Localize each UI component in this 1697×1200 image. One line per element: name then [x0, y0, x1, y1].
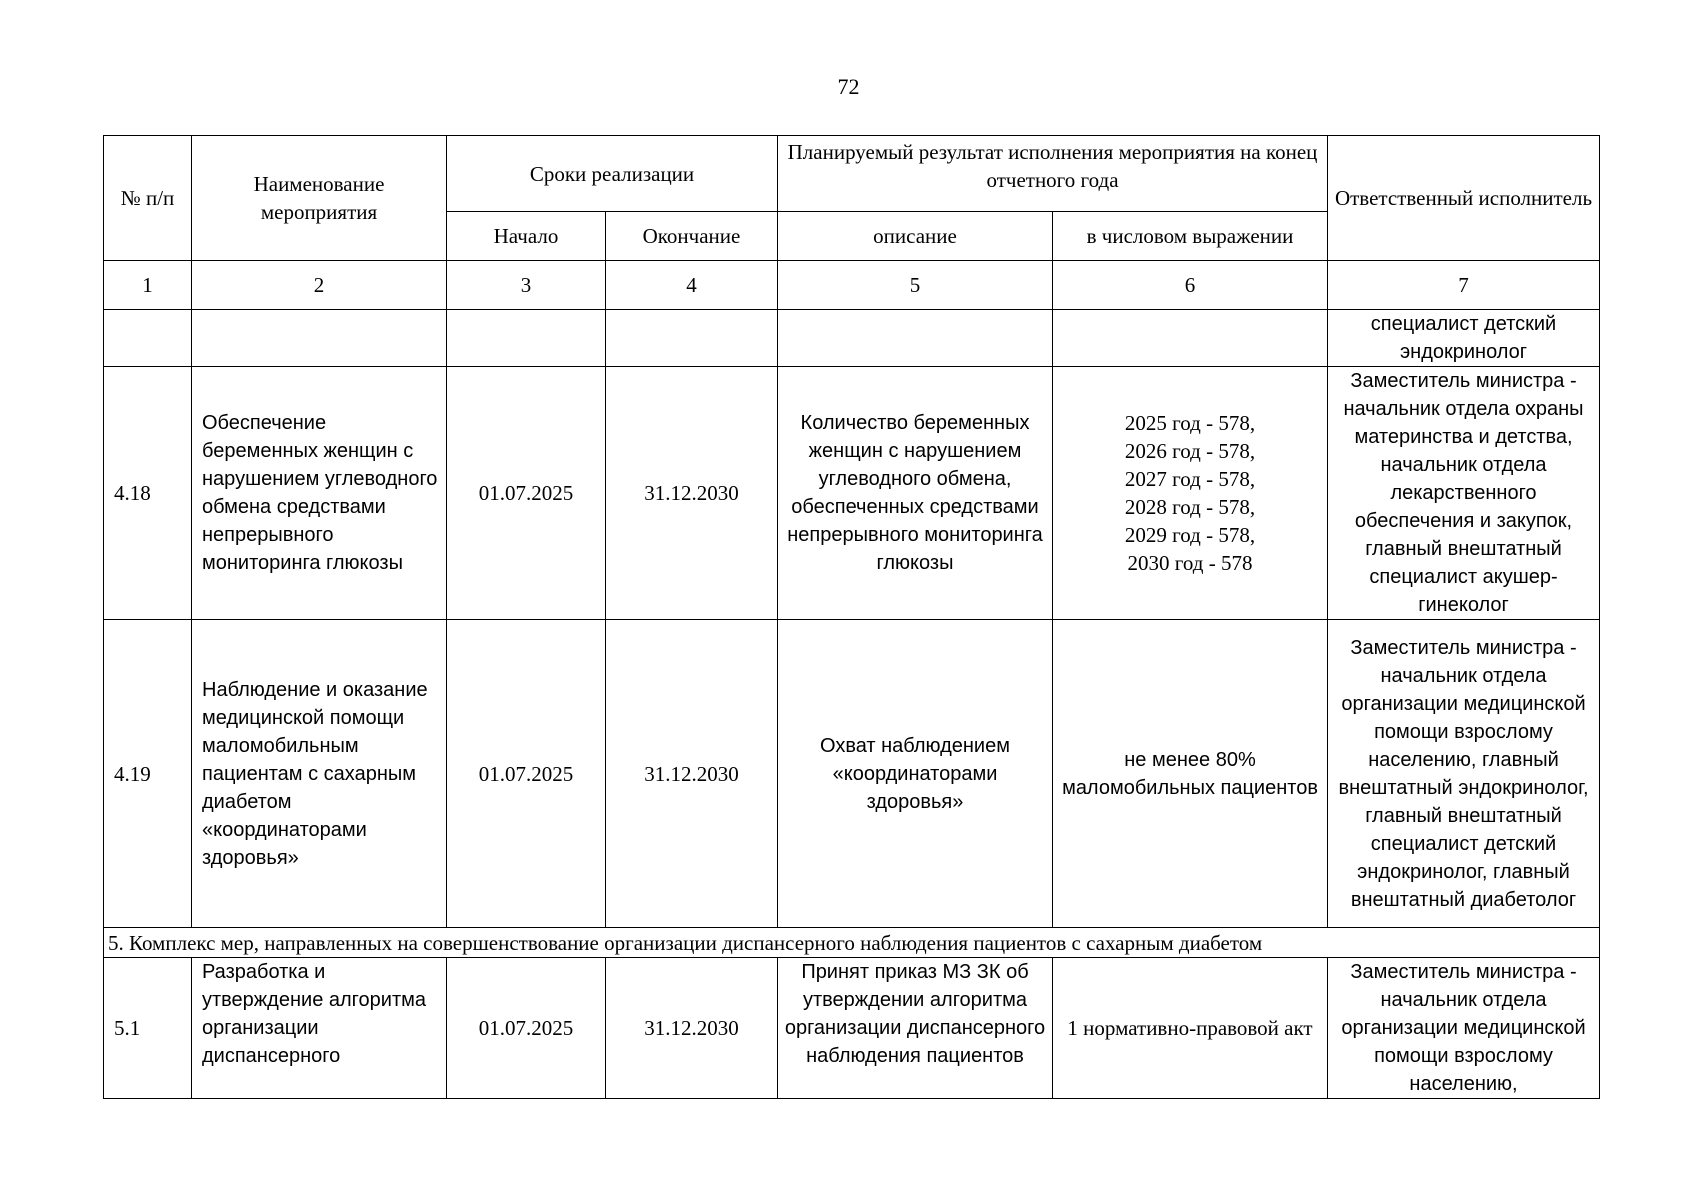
- header-desc: описание: [778, 212, 1053, 261]
- end-date: 31.12.2030: [606, 958, 778, 1099]
- section-title: 5. Комплекс мер, направленных на совершенствование организации диспансерного наблюдения пациентов с сахарным диабетом: [104, 928, 1600, 958]
- page-number: 72: [837, 74, 860, 99]
- col-number: 3: [447, 261, 606, 310]
- end-date: 31.12.2030: [606, 620, 778, 928]
- activity-name: Разработка и утверждение алгоритма организации диспансерного: [192, 958, 447, 1099]
- section-heading-row: [104, 928, 1600, 958]
- numeric-line: 2027 год - 578,: [1124, 467, 1256, 491]
- start-date: 01.07.2025: [447, 367, 606, 620]
- result-description: Охват наблюдением «координаторами здоровья»: [778, 620, 1053, 928]
- end-date: 31.12.2030: [606, 367, 778, 620]
- responsible-executor: Заместитель министра - начальник отдела организации медицинской помощи взрослому населению,: [1328, 958, 1600, 1099]
- header-start: Начало: [447, 212, 606, 261]
- row-number: 4.18: [104, 367, 192, 620]
- header-responsible: Ответственный исполнитель: [1328, 136, 1600, 261]
- column-number-row: [104, 261, 1600, 310]
- numeric-line: 2030 год - 578: [1127, 551, 1253, 575]
- header-num: № п/п: [104, 136, 192, 261]
- numeric-line: 2026 год - 578,: [1124, 439, 1256, 463]
- responsible-executor: Заместитель министра - начальник отдела охраны материнства и детства, начальник отдела лекарственного обеспечения и закупок, главный внештатный специалист акушер-гинеколог: [1328, 367, 1600, 620]
- header-name: Наименование мероприятия: [192, 136, 447, 261]
- header-result: Планируемый результат исполнения мероприятия на конец отчетного года: [778, 136, 1328, 212]
- table-row: [104, 367, 1600, 620]
- continuation-responsible: специалист детский эндокринолог: [1328, 310, 1600, 367]
- col-number: 7: [1328, 261, 1600, 310]
- result-numeric: не менее 80% маломобильных пациентов: [1053, 620, 1328, 928]
- activity-name: Наблюдение и оказание медицинской помощи маломобильным пациентам с сахарным диабетом «координаторами здоровья»: [192, 620, 447, 928]
- row-number: 4.19: [104, 620, 192, 928]
- table-row: [104, 620, 1600, 928]
- result-description: Принят приказ МЗ ЗК об утверждении алгоритма организации диспансерного наблюдения пациентов: [778, 958, 1053, 1099]
- responsible-executor: Заместитель министра - начальник отдела организации медицинской помощи взрослому населению, главный внештатный эндокринолог, главный внештатный специалист детский эндокринолог, главный внештатный диабетолог: [1328, 620, 1600, 928]
- header-terms: Сроки реализации: [447, 136, 778, 212]
- numeric-line: 2025 год - 578,: [1124, 411, 1256, 435]
- col-number: 4: [606, 261, 778, 310]
- activities-table: [103, 135, 1600, 1099]
- row-number: 5.1: [104, 958, 192, 1099]
- col-number: 5: [778, 261, 1053, 310]
- numeric-line: 2029 год - 578,: [1124, 523, 1256, 547]
- table-row: [104, 958, 1600, 1099]
- start-date: 01.07.2025: [447, 958, 606, 1099]
- col-number: 1: [104, 261, 192, 310]
- header-end: Окончание: [606, 212, 778, 261]
- result-description: Количество беременных женщин с нарушением углеводного обмена, обеспеченных средствами непрерывного мониторинга глюкозы: [778, 367, 1053, 620]
- col-number: 2: [192, 261, 447, 310]
- numeric-line: 2028 год - 578,: [1124, 495, 1256, 519]
- activity-name: Обеспечение беременных женщин с нарушением углеводного обмена средствами непрерывного мониторинга глюкозы: [192, 367, 447, 620]
- result-numeric: 1 нормативно-правовой акт: [1053, 958, 1328, 1099]
- col-number: 6: [1053, 261, 1328, 310]
- header-row-1: [104, 136, 1600, 212]
- continuation-row: [104, 310, 1600, 367]
- start-date: 01.07.2025: [447, 620, 606, 928]
- header-numeric: в числовом выражении: [1053, 212, 1328, 261]
- result-numeric: [1053, 367, 1328, 620]
